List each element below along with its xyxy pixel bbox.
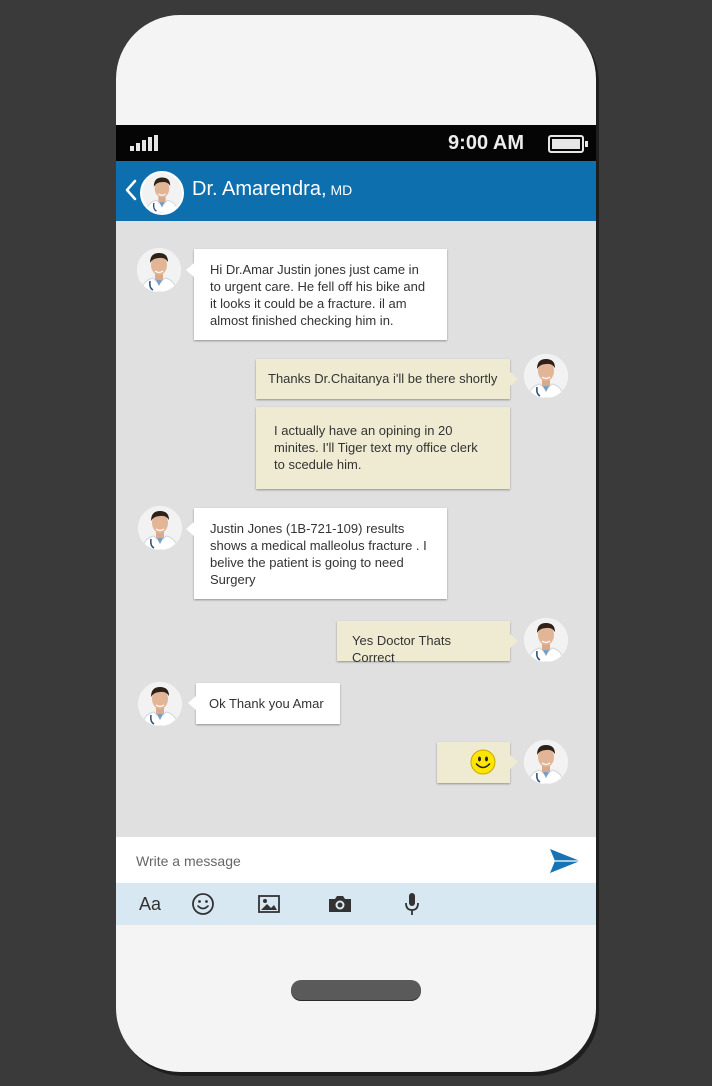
send-button[interactable] xyxy=(548,847,582,875)
contact-credential: MD xyxy=(330,182,353,198)
back-button[interactable] xyxy=(124,175,138,205)
chat-header xyxy=(116,161,596,221)
message-bubble-incoming[interactable] xyxy=(194,508,447,599)
camera-button[interactable] xyxy=(326,891,354,917)
font-button[interactable] xyxy=(136,891,164,917)
microphone-button[interactable] xyxy=(402,891,422,917)
font-label: Aa xyxy=(138,893,162,914)
chevron-left-icon xyxy=(124,175,138,205)
message-text: Ok Thank you Amar xyxy=(209,696,324,711)
sender-avatar[interactable] xyxy=(137,248,181,292)
battery-icon xyxy=(548,135,584,153)
status-time: 9:00 AM xyxy=(448,132,524,154)
camera-icon xyxy=(327,894,353,914)
image-icon xyxy=(258,894,280,914)
home-button[interactable] xyxy=(291,980,421,1000)
message-text: I actually have an opining in 20 minites. I'll Tiger text my office clerk to scedule him. xyxy=(274,423,478,472)
contact-name-row xyxy=(192,178,352,201)
smiley-emoji-icon xyxy=(470,749,496,775)
message-input[interactable] xyxy=(134,845,538,877)
sender-avatar[interactable] xyxy=(138,682,182,726)
status-bar xyxy=(116,125,596,161)
image-button[interactable] xyxy=(257,891,281,917)
message-composer xyxy=(116,837,596,883)
emoji-icon xyxy=(191,892,215,916)
message-bubble-incoming[interactable] xyxy=(194,249,447,340)
message-text: Justin Jones (1B-721-109) results shows a medical malleolus fracture . I belive the patient is going to need Surgery xyxy=(210,521,427,587)
contact-avatar[interactable] xyxy=(140,171,184,215)
self-avatar[interactable] xyxy=(524,354,568,398)
message-bubble-incoming[interactable] xyxy=(196,683,340,724)
message-bubble-outgoing[interactable] xyxy=(337,621,510,665)
sender-avatar[interactable] xyxy=(138,506,182,550)
message-text: Thanks Dr.Chaitanya i'll be there shortly xyxy=(268,371,498,386)
self-avatar[interactable] xyxy=(524,740,568,784)
message-text: Hi Dr.Amar Justin jones just came in to urgent care. He fell off his bike and it looks it could be a fracture. il am almost finished checking him in. xyxy=(210,262,426,328)
composer-toolbar xyxy=(116,883,596,925)
contact-name: Dr. Amarendra, xyxy=(192,178,327,200)
emoji-button[interactable] xyxy=(190,891,216,917)
message-bubble-outgoing[interactable] xyxy=(256,359,510,399)
chat-screen xyxy=(116,125,596,925)
microphone-icon xyxy=(403,892,421,916)
message-text: Yes Doctor Thats Correct xyxy=(352,633,451,665)
send-arrow-icon xyxy=(548,847,582,875)
message-bubble-outgoing[interactable] xyxy=(437,742,510,783)
message-bubble-outgoing[interactable] xyxy=(256,407,510,489)
self-avatar[interactable] xyxy=(524,618,568,662)
